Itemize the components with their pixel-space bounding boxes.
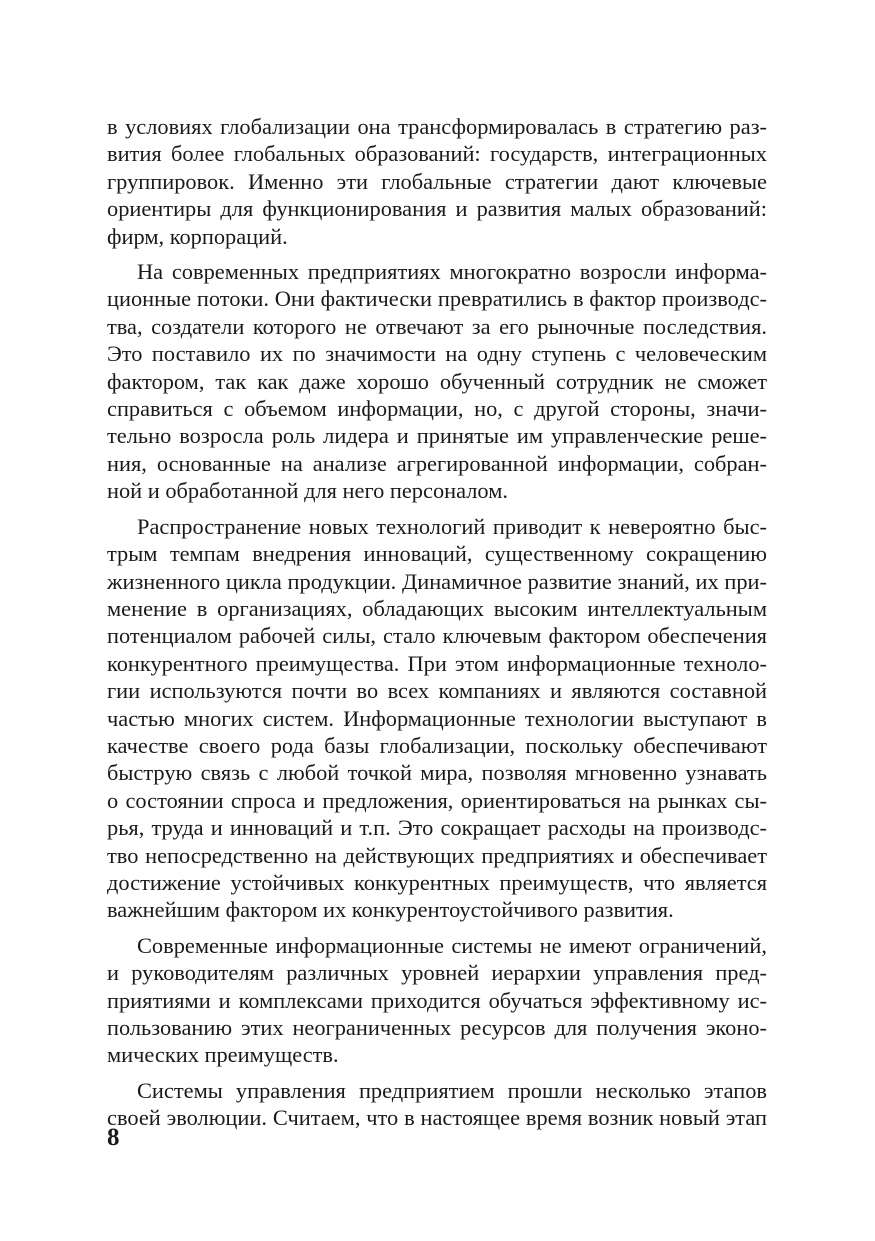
text-line: гии используются почти во всех компаниях и являются составной (107, 678, 767, 704)
text-line: тва, создатели которого не отвечают за его рыночные последствия. (107, 313, 767, 339)
text-line: качестве своего рода базы глобализации, поскольку обеспечивают (107, 732, 767, 758)
paragraph-3 (107, 513, 767, 924)
text-line: тельно возросла роль лидера и принятые им управленческие реше- (107, 423, 767, 449)
text-line: жизненного цикла продукции. Динамичное развитие знаний, их при- (107, 568, 767, 594)
text-line: приятиями и комплексами приходится обучаться эффективному ис- (107, 987, 767, 1013)
text-line: ционные потоки. Они фактически превратились в фактор производс- (107, 286, 767, 312)
text-line: ориентиры для функционирования и развития малых образований: (107, 196, 767, 222)
text-line: ной и обработанной для него персоналом. (107, 478, 508, 504)
text-line: менение в организациях, обладающих высоким интеллектуальным (107, 595, 767, 621)
text-line: трым темпам внедрения инноваций, существенному сокращению (107, 541, 767, 567)
text-line: пользованию этих неограниченных ресурсов для получения эконо- (107, 1015, 767, 1040)
text-line: группировок. Именно эти глобальные стратегии дают ключевые (107, 168, 767, 194)
text-line: быструю связь с любой точкой мира, позволяя мгновенно узнавать (107, 760, 767, 786)
paragraph-2 (107, 258, 767, 505)
text-line: ния, основанные на анализе агрегированной информации, собран- (107, 450, 767, 476)
text-line: справиться с объемом информации, но, с другой стороны, значи- (107, 396, 767, 422)
text-line: мических преимуществ. (107, 1042, 339, 1068)
paragraph-4 (107, 932, 767, 1069)
text-line: тво непосредственно на действующих предприятиях и обеспечивает (107, 842, 767, 868)
text-line: фактором, так как даже хорошо обученный сотрудник не сможет (107, 368, 767, 394)
text-line: частью многих систем. Информационные технологии выступают в (107, 705, 767, 731)
page-number: 8 (107, 1124, 120, 1151)
text-line: о состоянии спроса и предложения, ориентироваться на рынках сы- (107, 787, 767, 813)
text-line: и руководителям различных уровней иерархии управления пред- (107, 960, 767, 986)
text-line: Это поставило их по значимости на одну ступень с человеческим (107, 341, 767, 367)
text-line: важнейшим фактором их конкурентоустойчивого развития. (107, 897, 674, 923)
text-line: рья, труда и инноваций и т.п. Это сокращает расходы на производс- (107, 815, 767, 841)
body-text (107, 113, 767, 1132)
paragraph-5 (107, 1077, 767, 1132)
text-line: вития более глобальных образований: государств, интеграционных (107, 141, 767, 167)
text-line: конкурентного преимущества. При этом информационные техноло- (107, 650, 767, 676)
text-line: Современные информационные системы не имеют ограничений, (137, 932, 767, 958)
text-line: На современных предприятиях многократно возросли информа- (137, 259, 767, 285)
text-line: Распространение новых технологий приводит к невероятно быс- (137, 513, 767, 539)
paragraph-1 (107, 113, 767, 250)
text-line: фирм, корпораций. (107, 223, 288, 249)
text-line: Системы управления предприятием прошли несколько этапов (137, 1077, 767, 1103)
text-line: своей эволюции. Считаем, что в настоящее время возник новый этап (107, 1105, 767, 1131)
text-line: в условиях глобализации она трансформировалась в стратегию раз- (107, 114, 767, 139)
text-line: потенциалом рабочей силы, стало ключевым фактором обеспечения (107, 623, 767, 649)
text-line: достижение устойчивых конкурентных преимуществ, что является (107, 869, 767, 895)
